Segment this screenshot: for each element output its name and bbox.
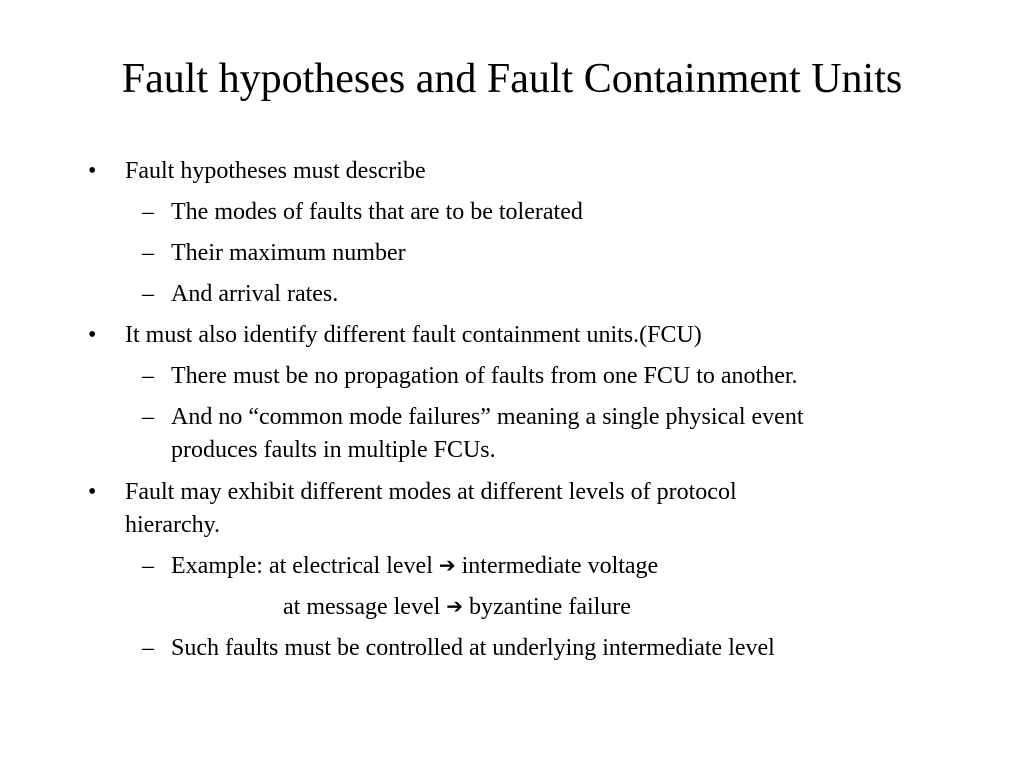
sub-bullet-marker: – xyxy=(142,363,154,389)
example-line-second xyxy=(283,590,631,624)
bullet-text-continued: hierarchy. xyxy=(125,512,221,538)
bullet-text: It must also identify different fault containment units.(FCU) xyxy=(125,322,702,348)
arrow-right-icon: ➔ xyxy=(446,594,464,618)
bullet-marker: • xyxy=(88,158,97,184)
bullet-marker: • xyxy=(88,479,97,505)
sub-bullet-marker: – xyxy=(142,635,154,661)
sub-bullet-text-continued: produces faults in multiple FCUs. xyxy=(171,437,496,463)
sub-bullet-text: Their maximum number xyxy=(171,240,406,266)
example-second-prefix: at message level xyxy=(283,594,441,620)
sub-bullet-text: And arrival rates. xyxy=(171,281,339,307)
arrow-right-icon: ➔ xyxy=(438,553,456,577)
slide-title: Fault hypotheses and Fault Containment Units xyxy=(121,56,903,102)
bullet-marker: • xyxy=(88,322,97,348)
sub-bullet-marker: – xyxy=(142,404,154,430)
sub-bullet-marker: – xyxy=(142,240,154,266)
sub-bullet-text: There must be no propagation of faults from one FCU to another. xyxy=(171,363,798,389)
bullet-text: Fault may exhibit different modes at different levels of protocol xyxy=(125,479,737,505)
sub-bullet-text: And no “common mode failures” meaning a single physical event xyxy=(171,404,804,430)
example-second-result: byzantine failure xyxy=(469,594,631,620)
bullet-text: Fault hypotheses must describe xyxy=(125,158,426,184)
sub-bullet-marker: – xyxy=(142,199,154,225)
sub-bullet-marker: – xyxy=(142,553,154,579)
example-result: intermediate voltage xyxy=(461,553,659,579)
sub-bullet-text: Such faults must be controlled at underlying intermediate level xyxy=(171,635,775,661)
sub-bullet-marker: – xyxy=(142,281,154,307)
example-prefix: Example: at electrical level xyxy=(171,553,433,579)
example-line xyxy=(171,549,658,583)
sub-bullet-text: The modes of faults that are to be tolerated xyxy=(171,199,583,225)
